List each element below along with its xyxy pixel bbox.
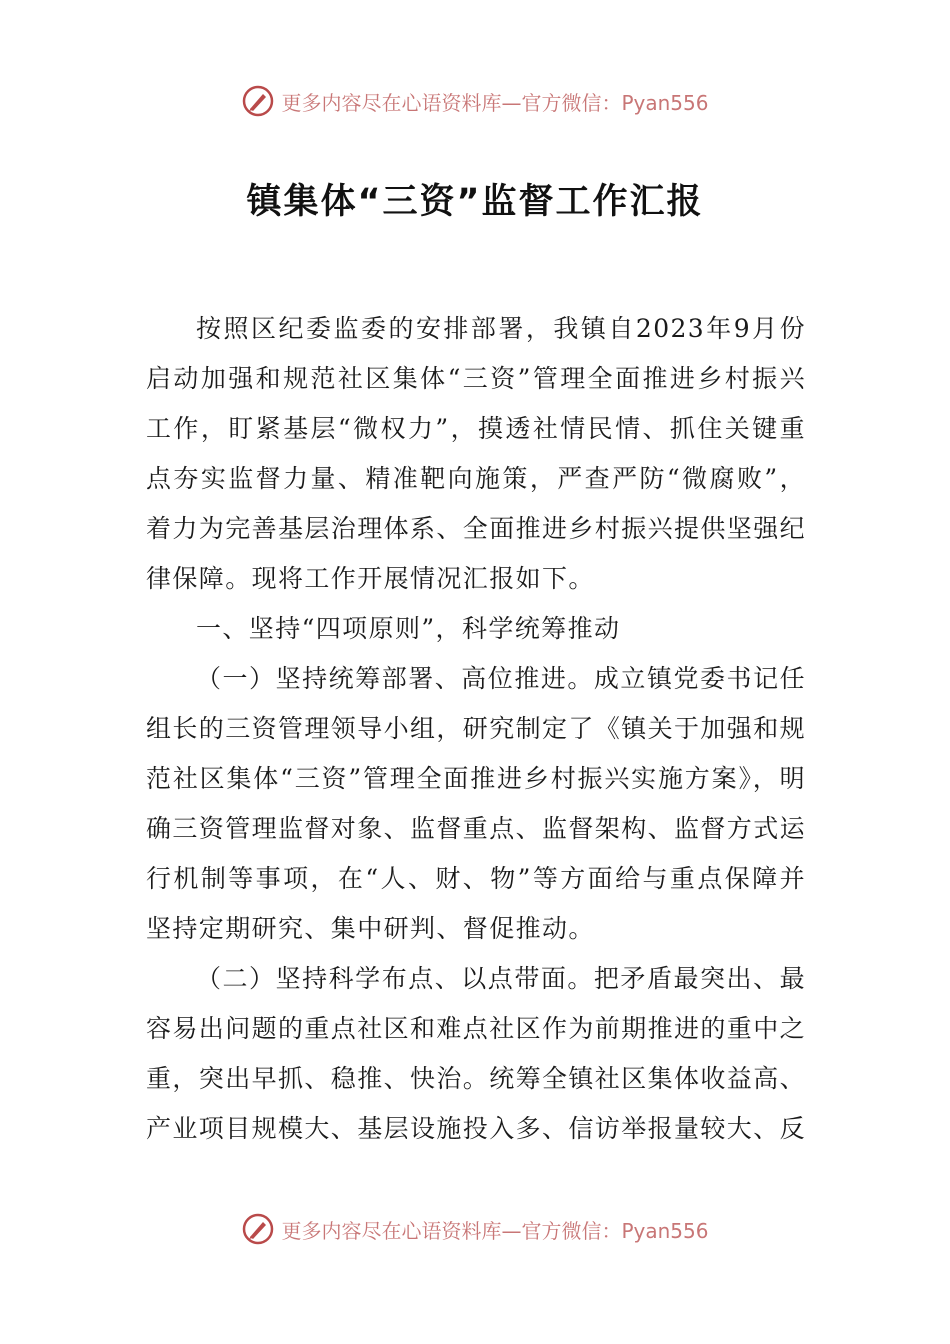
pen-logo-icon	[241, 84, 275, 118]
document-title: 镇集体“三资”监督工作汇报	[246, 182, 704, 222]
paragraph: 按照区纪委监委的安排部署，我镇自2023年9月份启动加强和规范社区集体“三资”管理全面推进乡村振兴工作，盯紧基层“微权力”，摸透社情民情、抓住关键重点夯实监督力量、精准靶向施策，严查严防“微腐败”，着力为完善基层治理体系、全面推进乡村振兴提供坚强纪律保障。现将工作开展情况汇报如下。	[146, 314, 807, 593]
watermark-text: 更多内容尽在心语资料库—官方微信：Pyan556	[281, 90, 709, 115]
watermark-footer	[0, 1212, 950, 1246]
paragraph: （二）坚持科学布点、以点带面。把矛盾最突出、最容易出问题的重点社区和难点社区作为前期推进的重中之重，突出早抓、稳推、快治。统筹全镇社区集体收益高、产业项目规模大、基层设施投入多、信访举报量较大、反	[146, 964, 807, 1143]
section-heading: 一、坚持“四项原则”，科学统筹推动	[196, 614, 621, 643]
document-body	[146, 304, 806, 1154]
watermark-text: 更多内容尽在心语资料库—官方微信：Pyan556	[281, 1218, 709, 1243]
pen-logo-icon	[241, 1212, 275, 1246]
paragraph: （一）坚持统筹部署、高位推进。成立镇党委书记任组长的三资管理领导小组，研究制定了《镇关于加强和规范社区集体“三资”管理全面推进乡村振兴实施方案》，明确三资管理监督对象、监督重点、监督架构、监督方式运行机制等事项，在“人、财、物”等方面给与重点保障并坚持定期研究、集中研判、督促推动。	[146, 664, 807, 943]
watermark-header	[0, 84, 950, 118]
